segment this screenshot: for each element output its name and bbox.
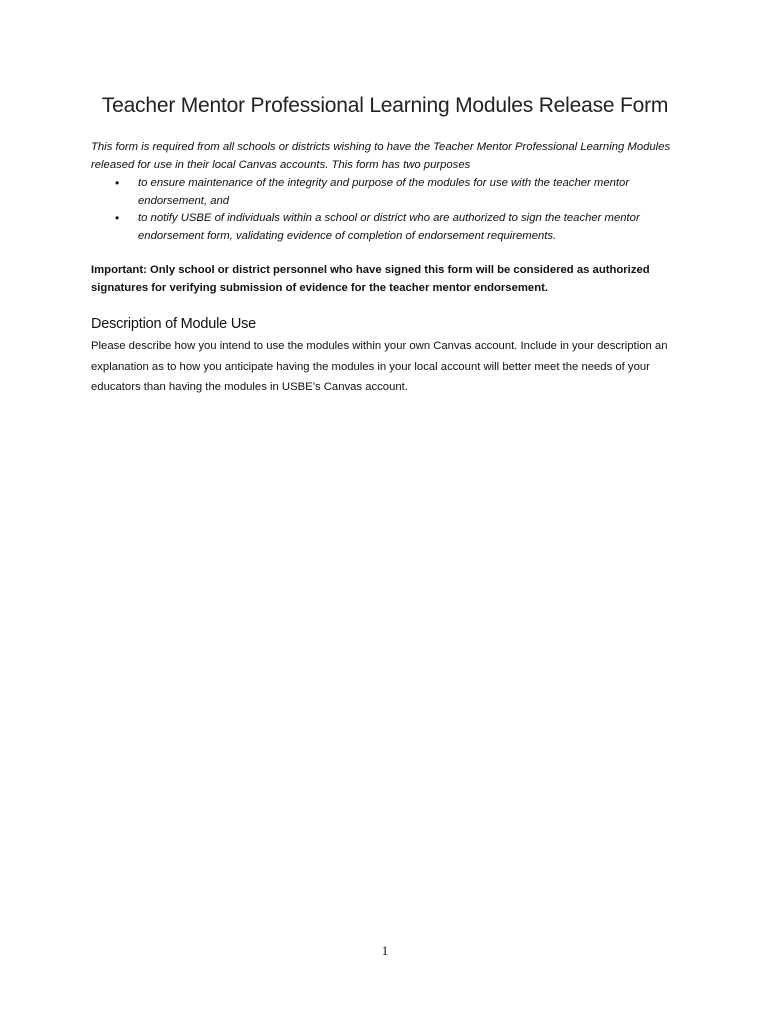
section-heading: Description of Module Use xyxy=(91,316,257,332)
purpose-item xyxy=(91,175,681,210)
purpose-item xyxy=(91,210,681,245)
purpose-text: to ensure maintenance of the integrity and purpose of the modules for use with the teacher mentor endorsement, and xyxy=(138,177,630,207)
important-notice: Important: Only school or district personnel who have signed this form will be considered as authorized signatures for verifying submission of evidence for the teacher mentor endorsement. xyxy=(91,264,650,294)
bullet-icon: • xyxy=(115,176,120,190)
bullet-icon: • xyxy=(115,211,120,225)
intro-paragraph: This form is required from all schools or districts wishing to have the Teacher Mentor Professional Learning Modules released for use in their local Canvas accounts. This form has two purposes xyxy=(91,141,671,171)
purposes-list xyxy=(91,175,681,245)
section-description: Please describe how you intend to use the modules within your own Canvas account. Include in your description an explanation as to how you anticipate having the modules in your local account will better meet the needs of your educators than having the modules in USBE’s Canvas account. xyxy=(91,340,668,393)
page-number: 1 xyxy=(381,943,389,958)
document-title: Teacher Mentor Professional Learning Modules Release Form xyxy=(101,94,669,117)
purpose-text: to notify USBE of individuals within a school or district who are authorized to sign the teacher mentor endorsement form, validating evidence of completion of endorsement requirements. xyxy=(138,212,640,242)
